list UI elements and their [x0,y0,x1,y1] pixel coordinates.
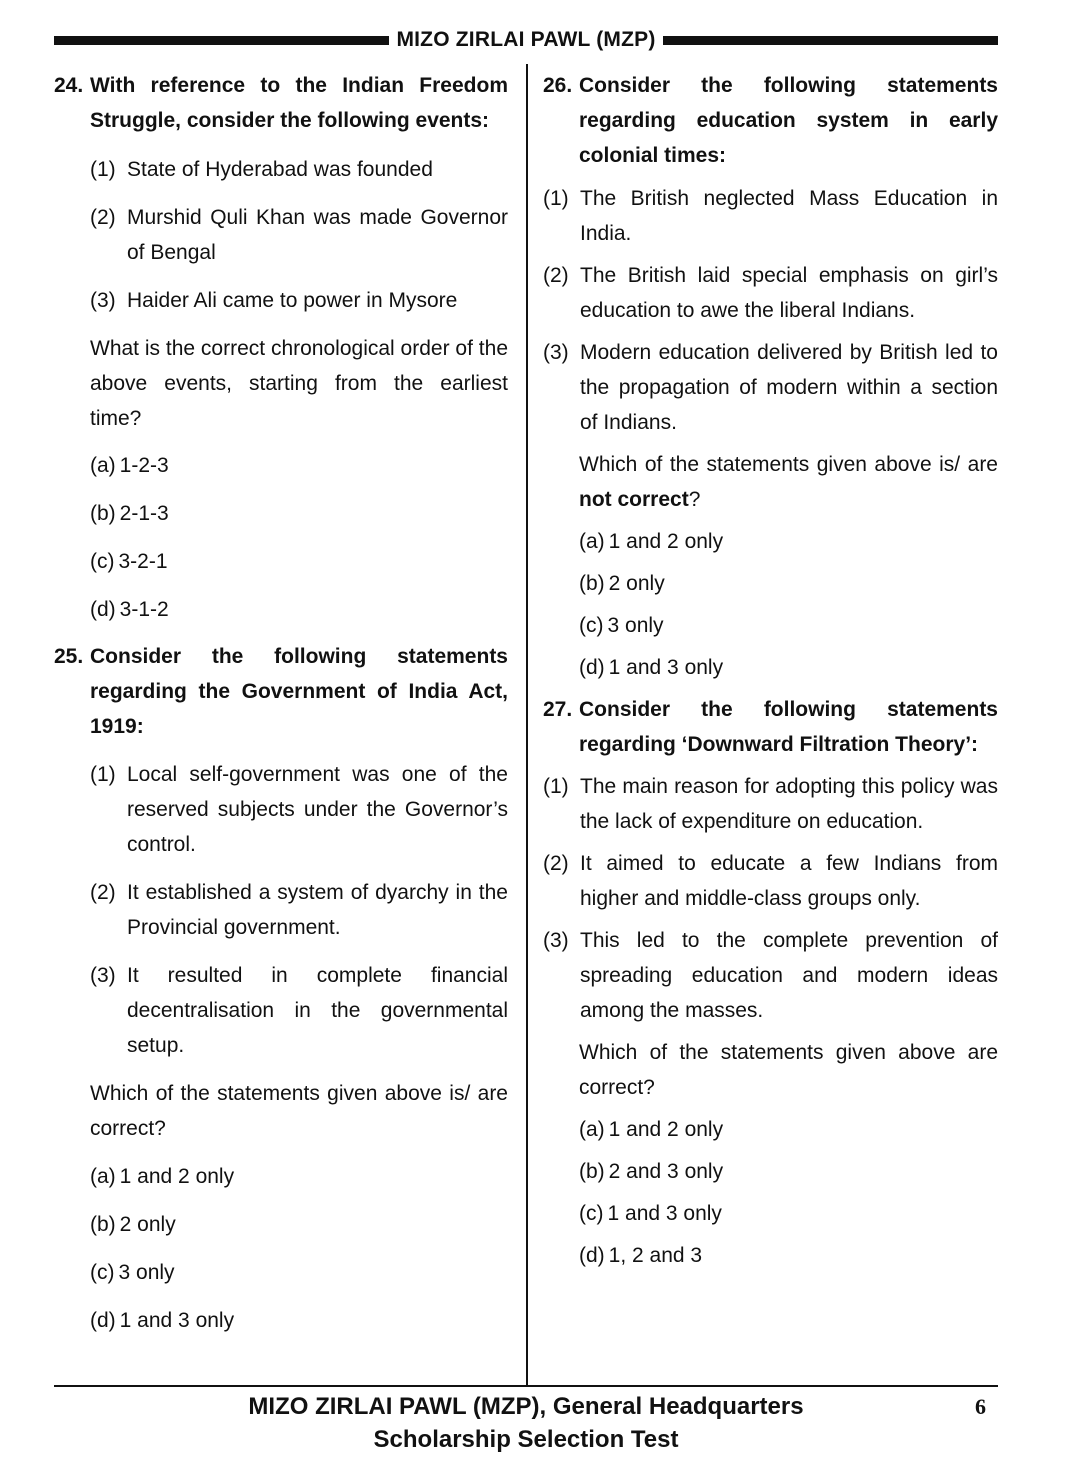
statement [90,958,508,1063]
option-text: 2 only [119,1213,176,1236]
question-heading [543,68,998,173]
question-prompt: Which of the statements given above are correct? [579,1041,998,1099]
statement-number: (3) [543,341,569,364]
statement-number: (2) [543,264,569,287]
option-label: (a) [579,530,605,553]
question-text: Consider the following statements regarding ‘Downward Filtration Theory’: [579,698,998,756]
option-text: 3-1-2 [119,598,169,621]
answer-option [90,1255,508,1290]
question-heading [54,639,508,744]
answer-option [579,524,998,559]
option-text: 2-1-3 [119,502,169,525]
question-number: 26. [543,74,573,97]
statement-number: (3) [90,964,116,987]
statement-number: (1) [543,775,569,798]
statement [543,181,998,251]
option-label: (a) [90,1165,116,1188]
header-rule-left [54,36,389,45]
statement-text: It established a system of dyarchy in the Provincial government. [127,881,508,939]
question-prompt [579,447,998,517]
option-text: 1 and 2 only [119,1165,235,1188]
question-heading [54,68,508,138]
footer-organization: MIZO ZIRLAI PAWL (MZP), General Headquarters [248,1393,804,1420]
option-text: 2 only [608,572,665,595]
answer-option [579,650,998,685]
option-label: (d) [90,1309,116,1332]
question-number: 24. [54,74,84,97]
question-text: Consider the following statements regarding education system in early colonial times: [579,74,998,167]
statement-text: The British neglected Mass Education in India. [580,187,998,245]
statement [90,875,508,945]
page-header [54,26,998,54]
answer-option [90,1207,508,1242]
statement-text: Modern education delivered by British led to the propagation of modern within a section of Indians. [580,341,998,434]
option-label: (b) [90,1213,116,1236]
option-label: (c) [90,1261,115,1284]
answer-option [579,608,998,643]
question-27 [543,692,998,1273]
question-text: Consider the following statements regarding the Government of India Act, 1919: [90,645,508,738]
column-divider [526,64,528,1385]
statement [543,846,998,916]
option-text: 1 and 3 only [119,1309,235,1332]
statement-number: (2) [90,881,116,904]
statement-text: Murshid Quli Khan was made Governor of Bengal [127,206,508,264]
statement-number: (1) [90,763,116,786]
statement [90,200,508,270]
option-label: (a) [579,1118,605,1141]
option-text: 1 and 2 only [608,530,724,553]
question-heading [543,692,998,762]
option-label: (c) [579,1202,604,1225]
statement-text: This led to the complete prevention of spreading education and modern ideas among the masses. [580,929,998,1022]
option-label: (d) [90,598,116,621]
answer-option [579,566,998,601]
statement-text: State of Hyderabad was founded [127,158,433,181]
answer-option [90,496,508,531]
prompt-emphasis: not correct [579,488,689,511]
answer-option [90,1303,508,1338]
footer-rule [54,1385,998,1387]
answer-option [579,1196,998,1231]
prompt-end: ? [688,488,701,511]
statement-text: The main reason for adopting this policy was the lack of expenditure on education. [580,775,998,833]
statement-text: The British laid special emphasis on girl’s education to awe the liberal Indians. [580,264,998,322]
statement-number: (2) [90,206,116,229]
statement-number: (1) [543,187,569,210]
header-rule-right [663,36,998,45]
statement [543,335,998,440]
answer-option [90,1159,508,1194]
question-prompt: Which of the statements given above is/ are correct? [90,1082,508,1140]
option-text: 1 and 3 only [608,656,724,679]
statement-number: (3) [90,289,116,312]
question-number: 25. [54,645,84,668]
page-number: 6 [975,1394,986,1419]
statement [543,258,998,328]
option-label: (b) [90,502,116,525]
answer-option [90,592,508,627]
question-number: 27. [543,698,573,721]
right-column [543,68,998,1273]
option-text: 1-2-3 [119,454,169,477]
option-label: (a) [90,454,116,477]
prompt-text: Which of the statements given above is/ are [579,453,998,476]
statement [90,757,508,862]
header-title: MIZO ZIRLAI PAWL (MZP) [396,28,656,51]
option-label: (b) [579,1160,605,1183]
option-label: (b) [579,572,605,595]
option-text: 1 and 3 only [607,1202,722,1225]
question-26 [543,68,998,685]
option-text: 3 only [607,614,664,637]
left-column [54,68,508,1338]
statement-number: (3) [543,929,569,952]
option-label: (d) [579,1244,605,1267]
option-text: 1, 2 and 3 [608,1244,703,1267]
answer-option [579,1154,998,1189]
statement-text: Haider Ali came to power in Mysore [127,289,458,312]
answer-option [90,544,508,579]
option-label: (d) [579,656,605,679]
question-prompt: What is the correct chronological order of the above events, starting from the earliest time? [90,337,508,430]
option-text: 2 and 3 only [608,1160,724,1183]
option-text: 3-2-1 [118,550,168,573]
statement [90,283,508,318]
answer-option [579,1112,998,1147]
statement [90,152,508,187]
answer-option [579,1238,998,1273]
statement-text: Local self-government was one of the reserved subjects under the Governor’s control. [127,763,508,856]
question-25 [54,639,508,1338]
statement-number: (1) [90,158,116,181]
question-text: With reference to the Indian Freedom Struggle, consider the following events: [90,74,508,132]
footer-test-name: Scholarship Selection Test [373,1426,679,1453]
statement-text: It resulted in complete financial decentralisation in the governmental setup. [127,964,508,1057]
option-text: 1 and 2 only [608,1118,724,1141]
statement [543,923,998,1028]
statement-number: (2) [543,852,569,875]
statement-text: It aimed to educate a few Indians from higher and middle-class groups only. [580,852,998,910]
option-label: (c) [579,614,604,637]
option-label: (c) [90,550,115,573]
answer-option [90,448,508,483]
statement [543,769,998,839]
question-24 [54,68,508,627]
option-text: 3 only [118,1261,175,1284]
